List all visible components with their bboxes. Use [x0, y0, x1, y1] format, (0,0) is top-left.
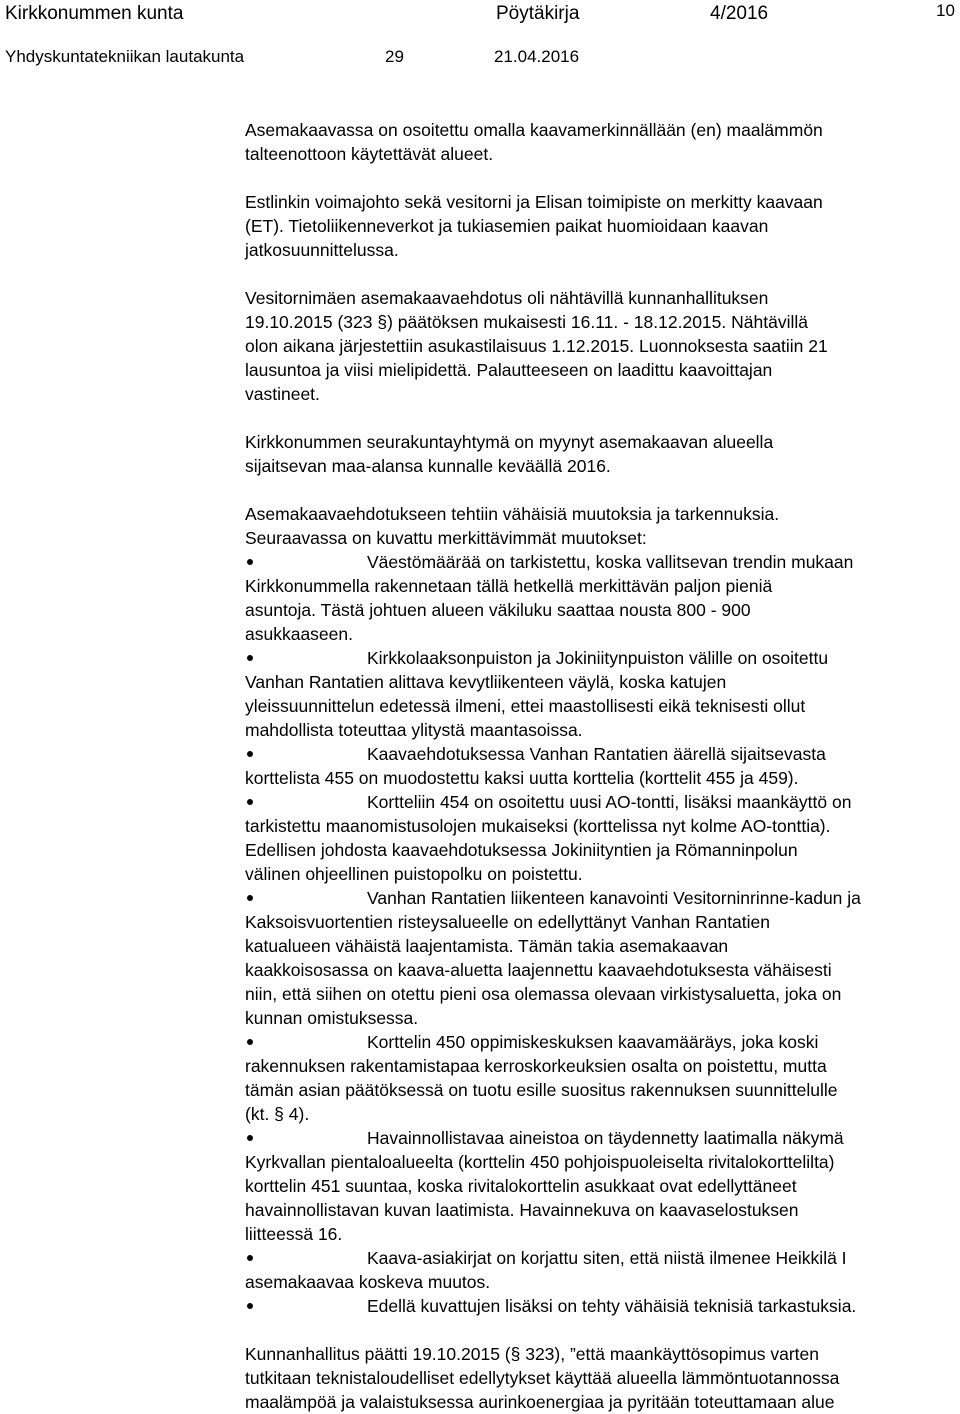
text-line: [245, 1270, 953, 1294]
bullet-marker: [245, 550, 367, 574]
line-text: Vanhan Rantatien liikenteen kanavointi Vesitorninrinne-kadun ja: [367, 888, 861, 908]
line-text: Asemakaavassa on osoitettu omalla kaavamerkinnällään (en) maalämmön: [245, 120, 823, 140]
text-line: [245, 286, 953, 310]
text-line: [245, 310, 953, 334]
text-line: [245, 1366, 953, 1390]
text-line: [245, 238, 953, 262]
line-text: asuntoja. Tästä johtuen alueen väkiluku saattaa nousta 800 - 900: [245, 600, 751, 620]
bullet-item: [245, 742, 953, 790]
document-type: Pöytäkirja: [496, 3, 580, 24]
text-line: [245, 1246, 953, 1270]
line-text: yleissuunnittelun edetessä ilmeni, ettei maastollisesti eikä teknisesti ollut: [245, 696, 806, 716]
bullet-marker: [245, 1030, 367, 1054]
text-line: [245, 118, 953, 142]
text-line: [245, 550, 953, 574]
line-text: Kortteliin 454 on osoitettu uusi AO-tontti, lisäksi maankäyttö on: [367, 792, 852, 812]
text-line: [245, 814, 953, 838]
text-line: [245, 1030, 953, 1054]
text-line: [245, 1150, 953, 1174]
text-line: [245, 214, 953, 238]
bullet-item: [245, 646, 953, 742]
bullet-item: [245, 1030, 953, 1126]
line-text: vastineet.: [245, 384, 320, 404]
text-line: [245, 1054, 953, 1078]
text-line: [245, 574, 953, 598]
text-line: [245, 886, 953, 910]
line-text: Seuraavassa on kuvattu merkittävimmät muutokset:: [245, 528, 647, 548]
line-text: Kaksoisvuortentien risteysalueelle on edellyttänyt Vanhan Rantatien: [245, 912, 770, 932]
bullet-item: [245, 1294, 953, 1318]
line-text: (kt. § 4).: [245, 1104, 310, 1124]
line-text: asukkaaseen.: [245, 624, 353, 644]
text-line: [245, 382, 953, 406]
text-line: [245, 790, 953, 814]
line-text: Kyrkvallan pientaloalueelta (korttelin 450 pohjoispuoleiselta rivitalokorttelilta): [245, 1152, 835, 1172]
text-line: [245, 358, 953, 382]
document-body: [245, 118, 953, 1414]
page-number: 10: [936, 1, 955, 20]
line-text: Asemakaavaehdotukseen tehtiin vähäisiä muutoksia ja tarkennuksia.: [245, 504, 780, 524]
line-text: lausuntoa ja viisi mielipidettä. Palautteeseen on laadittu kaavoittajan: [245, 360, 773, 380]
text-line: [245, 934, 953, 958]
line-text: niin, että siihen on otettu pieni osa olemassa olevaan virkistysaluetta, joka on: [245, 984, 842, 1004]
text-line: [245, 1390, 953, 1414]
paragraph: [245, 430, 953, 478]
text-line: [245, 1102, 953, 1126]
line-text: havainnollistavan kuvan laatimista. Havainnekuva on kaavaselostuksen: [245, 1200, 799, 1220]
line-text: mahdollista toteuttaa ylitystä maantasoissa.: [245, 720, 583, 740]
line-text: Estlinkin voimajohto sekä vesitorni ja Elisan toimipiste on merkitty kaavaan: [245, 192, 823, 212]
municipality-name: Kirkkonummen kunta: [5, 3, 184, 24]
text-line: [245, 766, 953, 790]
text-line: [245, 1078, 953, 1102]
line-text: sijaitsevan maa-alansa kunnalle keväällä 2016.: [245, 456, 611, 476]
text-line: [245, 598, 953, 622]
text-line: [245, 430, 953, 454]
line-text: Kaava-asiakirjat on korjattu siten, että niistä ilmenee Heikkilä I: [367, 1248, 847, 1268]
line-text: Korttelin 450 oppimiskeskuksen kaavamääräys, joka koski: [367, 1032, 819, 1052]
line-text: kunnan omistuksessa.: [245, 1008, 419, 1028]
line-text: Väestömäärää on tarkistettu, koska vallitsevan trendin mukaan: [367, 552, 854, 572]
line-text: välinen ohjeellinen puistopolku on poistettu.: [245, 864, 583, 884]
text-line: [245, 1006, 953, 1030]
paragraph: [245, 118, 953, 166]
text-line: [245, 646, 953, 670]
line-text: liitteessä 16.: [245, 1224, 343, 1244]
bullet-marker: [245, 742, 367, 766]
text-line: [245, 502, 953, 526]
text-line: [245, 694, 953, 718]
bullet-marker: [245, 790, 367, 814]
bullet-marker: [245, 1126, 367, 1150]
line-text: korttelista 455 on muodostettu kaksi uutta korttelia (korttelit 455 ja 459).: [245, 768, 799, 788]
line-text: Vesitornimäen asemakaavaehdotus oli nähtävillä kunnanhallituksen: [245, 288, 769, 308]
bullet-marker: [245, 646, 367, 670]
line-text: Vanhan Rantatien alittava kevytliikenteen väylä, koska katujen: [245, 672, 727, 692]
bullet-item: [245, 550, 953, 646]
text-line: [245, 622, 953, 646]
changes-list: [245, 550, 953, 1318]
text-line: [245, 838, 953, 862]
line-text: 19.10.2015 (323 §) päätöksen mukaisesti 16.11. - 18.12.2015. Nähtävillä: [245, 312, 808, 332]
bullet-marker: [245, 886, 367, 910]
text-line: [245, 862, 953, 886]
bullet-marker: [245, 1246, 367, 1270]
text-line: [245, 1174, 953, 1198]
text-line: [245, 1294, 953, 1318]
text-line: [245, 718, 953, 742]
line-text: talteenottoon käytettävät alueet.: [245, 144, 494, 164]
line-text: (ET). Tietoliikenneverkot ja tukiasemien paikat huomioidaan kaavan: [245, 216, 769, 236]
line-text: rakennuksen rakentamistapaa kerroskorkeuksien osalta on poistettu, mutta: [245, 1056, 827, 1076]
line-text: korttelin 451 suuntaa, koska rivitalokorttelin asukkaat ovat edellyttäneet: [245, 1176, 797, 1196]
changes-intro: [245, 502, 953, 550]
text-line: [245, 958, 953, 982]
bullet-marker: [245, 1294, 367, 1318]
document-number: 4/2016: [710, 3, 769, 24]
text-line: [245, 982, 953, 1006]
board-name: Yhdyskuntatekniikan lautakunta: [5, 47, 245, 66]
line-text: tämän asian päätöksessä on tuotu esille suositus rakennuksen suunnittelulle: [245, 1080, 838, 1100]
text-line: [245, 742, 953, 766]
meeting-date: 21.04.2016: [494, 47, 580, 66]
paragraph: [245, 190, 953, 262]
bullet-item: [245, 1246, 953, 1294]
text-line: [245, 142, 953, 166]
line-text: jatkosuunnittelussa.: [245, 240, 399, 260]
line-text: Kirkkonummella rakennetaan tällä hetkellä merkittävän paljon pieniä: [245, 576, 773, 596]
text-line: [245, 910, 953, 934]
line-text: asemakaavaa koskeva muutos.: [245, 1272, 491, 1292]
line-text: olon aikana järjestettiin asukastilaisuus 1.12.2015. Luonnoksesta saatiin 21: [245, 336, 828, 356]
text-line: [245, 1198, 953, 1222]
paragraph: [245, 286, 953, 406]
line-text: tarkistettu maanomistusolojen mukaiseksi (korttelissa nyt kolme AO-tonttia).: [245, 816, 831, 836]
line-text: kaakkoisosassa on kaava-aluetta laajennettu kaavaehdotuksesta vähäisesti: [245, 960, 832, 980]
line-text: tutkitaan teknistaloudelliset edellytykset käyttää alueella lämmöntuotannossa: [245, 1368, 840, 1388]
line-text: Edellä kuvattujen lisäksi on tehty vähäisiä teknisiä tarkastuksia.: [367, 1296, 857, 1316]
line-text: Kunnanhallitus päätti 19.10.2015 (§ 323), ”että maankäyttösopimus varten: [245, 1344, 819, 1364]
section-number: 29: [385, 47, 404, 66]
closing-paragraph: [245, 1342, 953, 1414]
line-text: katualueen vähäistä laajentamista. Tämän takia asemakaavan: [245, 936, 729, 956]
bullet-item: [245, 1126, 953, 1246]
line-text: Havainnollistavaa aineistoa on täydennetty laatimalla näkymä: [367, 1128, 844, 1148]
line-text: Edellisen johdosta kaavaehdotuksessa Jokiniityntien ja Römanninpolun: [245, 840, 798, 860]
line-text: maalämpöä ja valaistuksessa aurinkoenergiaa ja pyritään toteuttamaan alue: [245, 1392, 835, 1412]
line-text: Kirkkonummen seurakuntayhtymä on myynyt asemakaavan alueella: [245, 432, 774, 452]
text-line: [245, 670, 953, 694]
text-line: [245, 526, 953, 550]
line-text: Kirkkolaaksonpuiston ja Jokiniitynpuiston välille on osoitettu: [367, 648, 829, 668]
text-line: [245, 334, 953, 358]
bullet-item: [245, 790, 953, 886]
text-line: [245, 1222, 953, 1246]
bullet-item: [245, 886, 953, 1030]
line-text: Kaavaehdotuksessa Vanhan Rantatien äärellä sijaitsevasta: [367, 744, 826, 764]
text-line: [245, 454, 953, 478]
text-line: [245, 1342, 953, 1366]
text-line: [245, 1126, 953, 1150]
text-line: [245, 190, 953, 214]
